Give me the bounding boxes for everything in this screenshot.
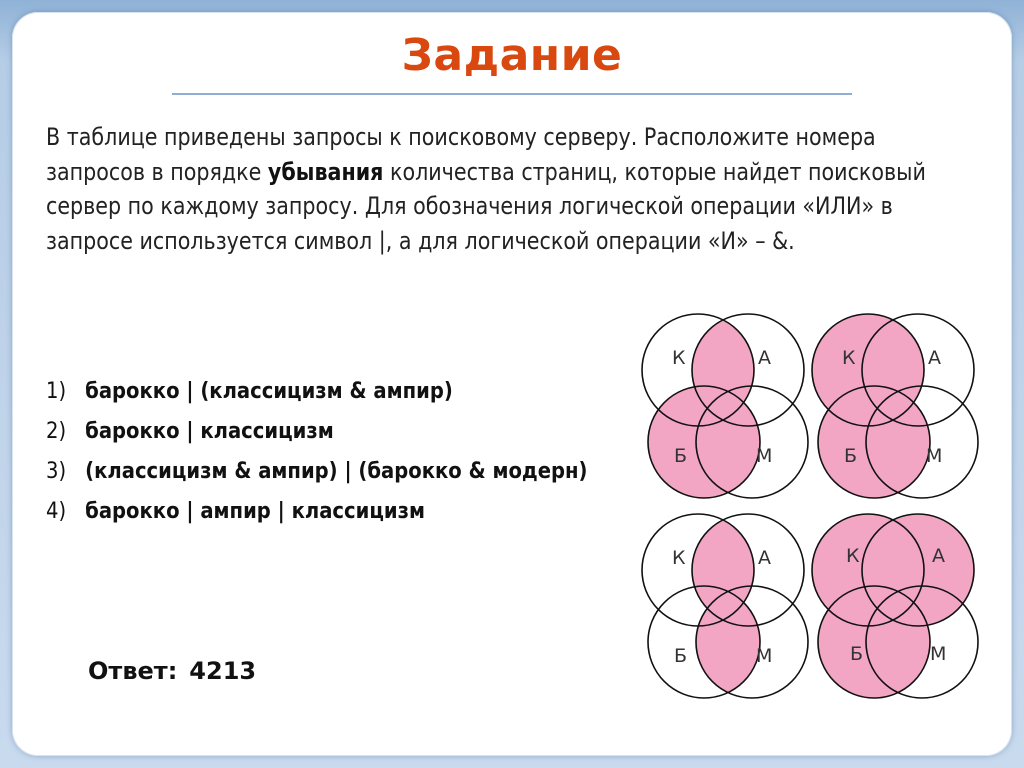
title-divider <box>172 93 852 95</box>
query-item <box>46 412 588 452</box>
query-list <box>46 372 588 532</box>
venn-diagram-3 <box>640 508 812 698</box>
venn-label-a: А <box>928 347 941 369</box>
task-text-part2: количества страниц, которые найдет поисковый сервер по каждому запросу. Для обозначения логической операции «ИЛИ» в запросе используется символ |, а для логической операции «И» – &. <box>46 157 926 255</box>
query-number: 3) <box>46 459 67 484</box>
answer-value: 4213 <box>189 657 257 685</box>
venn-label-k: К <box>672 547 686 569</box>
venn-label-m: М <box>756 645 773 667</box>
venn-label-k: К <box>672 347 686 369</box>
venn-label-a: А <box>932 545 945 567</box>
venn-label-b: Б <box>844 445 858 467</box>
venn-label-k: К <box>842 347 856 369</box>
query-number: 1) <box>46 379 67 404</box>
task-text-bold: убывания <box>267 157 384 186</box>
query-number: 4) <box>46 499 67 524</box>
page-title: Задание <box>401 30 623 81</box>
venn-diagram-1 <box>640 308 812 498</box>
venn-label-b: Б <box>674 445 688 467</box>
answer-label: Ответ: <box>88 657 178 685</box>
query-item <box>46 492 588 532</box>
venn-label-b: Б <box>674 645 688 667</box>
query-text: барокко | классицизм <box>85 419 334 444</box>
venn-diagram-2 <box>810 308 982 498</box>
venn-diagram-4 <box>810 508 982 698</box>
venn-label-a: А <box>758 547 771 569</box>
task-description <box>46 120 958 258</box>
venn-label-m: М <box>926 445 943 467</box>
task-text-part1: В таблице приведены запросы к поисковому серверу. Расположите номера запросов в порядке <box>46 123 876 186</box>
query-text: барокко | (классицизм & ампир) <box>85 379 453 404</box>
query-item <box>46 372 588 412</box>
query-number: 2) <box>46 419 67 444</box>
query-text: (классицизм & ампир) | (барокко & модерн) <box>85 459 588 484</box>
venn-label-k: К <box>846 545 860 567</box>
venn-label-m: М <box>756 445 773 467</box>
answer-line <box>88 657 256 685</box>
venn-label-b: Б <box>850 643 864 665</box>
venn-label-m: М <box>930 643 947 665</box>
query-item <box>46 452 588 492</box>
venn-label-a: А <box>758 347 771 369</box>
query-text: барокко | ампир | классицизм <box>85 499 425 524</box>
